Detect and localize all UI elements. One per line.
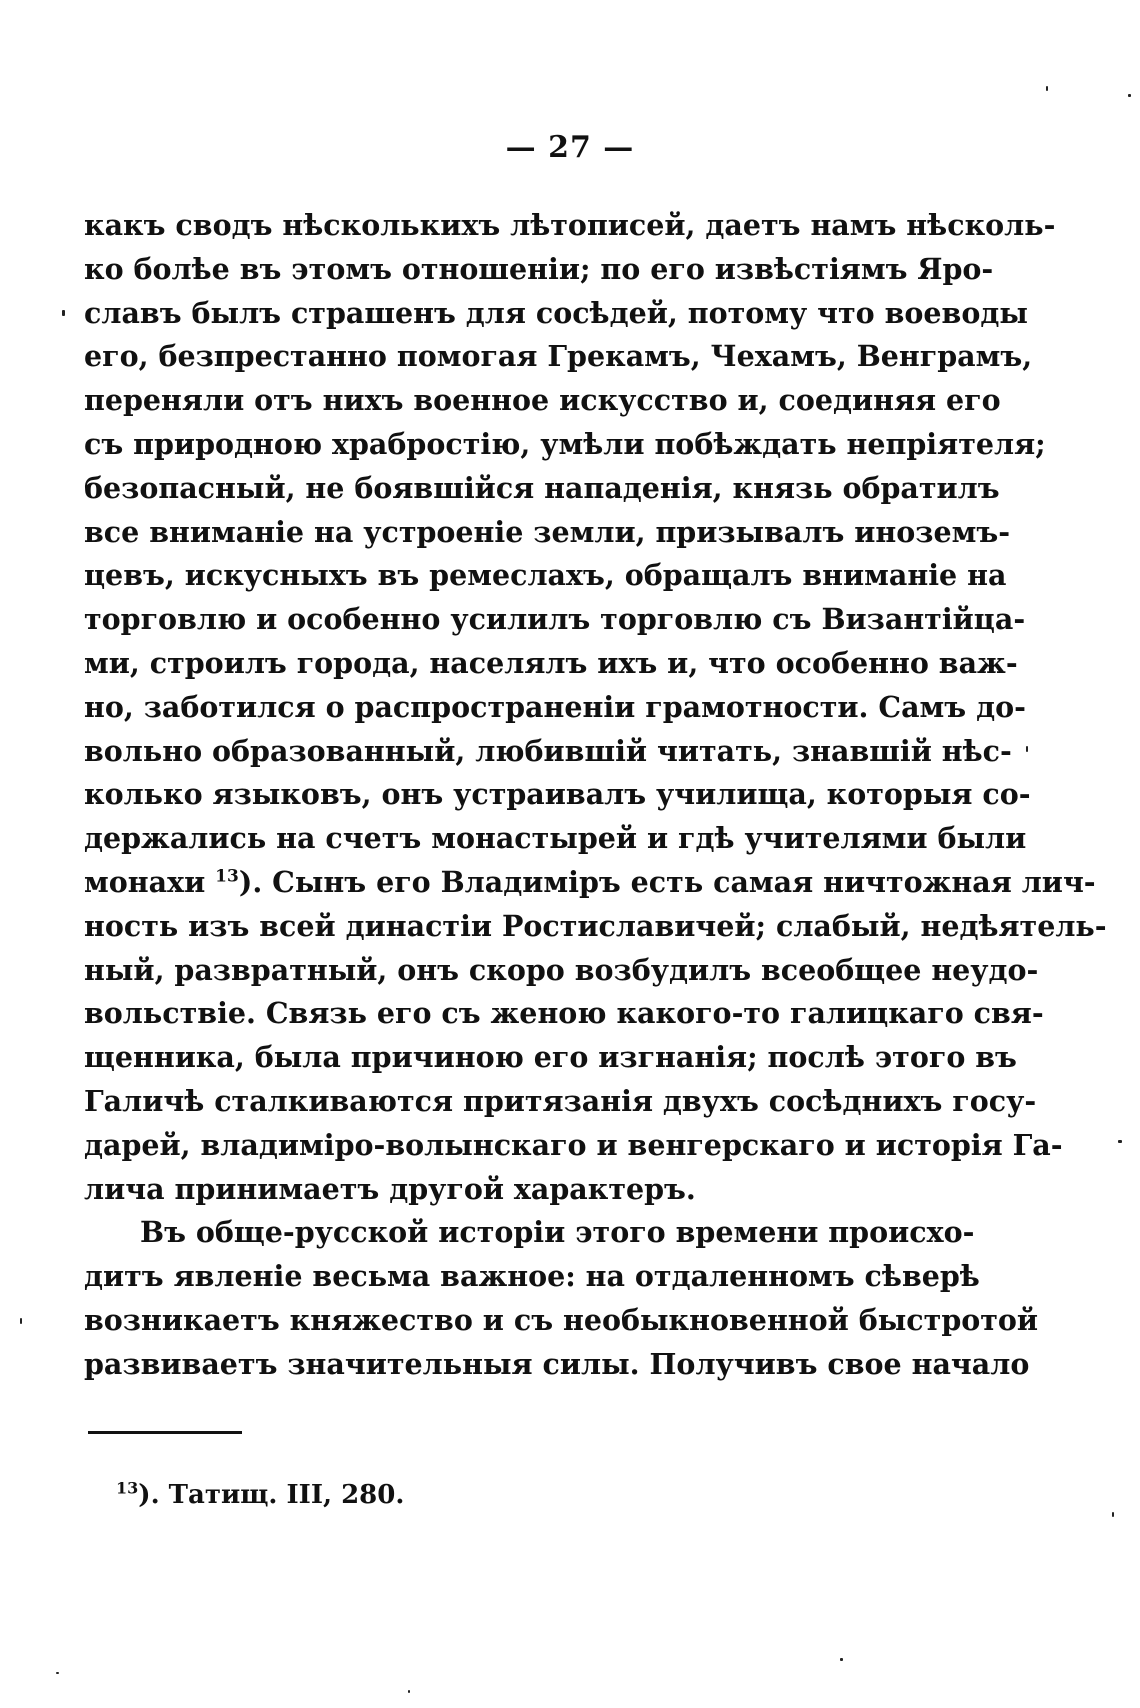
- footnote: [116, 1480, 404, 1510]
- footnote-ref-mark: 13: [215, 866, 239, 887]
- text-line: дарей, владиміро-волынскаго и венгерскаго и исторія Га-: [84, 1127, 1063, 1162]
- text-line: развиваетъ значительныя силы. Получивъ свое начало: [84, 1346, 1030, 1381]
- text-line: держались на счетъ монастырей и гдѣ учителями были: [84, 821, 1027, 856]
- text-segment: монахи: [84, 864, 206, 899]
- scan-speck: [1046, 86, 1048, 91]
- text-line: переняли отъ нихъ военное искусство и, соединяя его: [84, 383, 1001, 418]
- scan-speck: [62, 310, 65, 316]
- scan-speck: [408, 1690, 410, 1693]
- scan-speck: [56, 1672, 59, 1674]
- text-line: ко болѣе въ этомъ отношеніи; по его извѣстіямъ Яро-: [84, 251, 994, 286]
- text-line: славъ былъ страшенъ для сосѣдей, потому что воеводы: [84, 295, 1028, 330]
- text-line: какъ сводъ нѣсколькихъ лѣтописей, даетъ намъ нѣсколь-: [84, 208, 1056, 242]
- text-line: щенника, была причиною его изгнанія; послѣ этого въ: [84, 1040, 1017, 1075]
- scan-speck: [1112, 1512, 1114, 1517]
- text-line: вольно образованный, любившій читать, знавшій нѣс-: [84, 733, 1012, 768]
- scan-speck: [1026, 746, 1028, 752]
- text-line-with-footnote-ref: [84, 861, 1096, 905]
- text-line: ный, развратный, онъ скоро возбудилъ всеобщее неудо-: [84, 952, 1039, 987]
- text-line: колько языковъ, онъ устраивалъ училища, которыя со-: [84, 777, 1031, 812]
- text-line: Галичѣ сталкиваются притязанія двухъ сосѣднихъ госу-: [84, 1083, 1037, 1118]
- text-line: ми, строилъ города, населялъ ихъ и, что особенно важ-: [84, 645, 1018, 680]
- footnote-mark: 13: [116, 1478, 139, 1498]
- scan-speck: [840, 1658, 843, 1661]
- page-number: — 27 —: [505, 130, 635, 165]
- text-line: съ природною храбростію, умѣли побѣждать непріятеля;: [84, 426, 1046, 461]
- scan-speck: [1128, 94, 1131, 97]
- footnote-separator-rule: [88, 1431, 242, 1434]
- footnote-text: ). Татищ. III, 280.: [138, 1480, 405, 1510]
- text-line: торговлю и особенно усилилъ торговлю съ Византійца-: [84, 602, 1026, 637]
- scan-speck: [1118, 1140, 1122, 1143]
- text-line: возникаетъ княжество и съ необыкновенной быстротой: [84, 1302, 1039, 1337]
- text-line: лича принимаетъ другой характеръ.: [84, 1171, 696, 1206]
- scan-speck: [20, 1318, 22, 1324]
- text-line: безопасный, не боявшійся нападенія, князь обратилъ: [84, 470, 1000, 505]
- text-line: но, заботился о распространеніи грамотности. Самъ до-: [84, 689, 1026, 724]
- text-line: вольствіе. Связь его съ женою какого-то галицкаго свя-: [84, 996, 1044, 1031]
- text-segment: ). Сынъ его Владиміръ есть самая ничтожная лич-: [238, 864, 1096, 899]
- text-line-paragraph-start: Въ обще-русской исторіи этого времени происхо-: [140, 1215, 975, 1250]
- text-line: цевъ, искусныхъ въ ремеслахъ, обращалъ вниманіе на: [84, 558, 1007, 593]
- body-text: [84, 204, 1107, 1387]
- text-line: ность изъ всей династіи Ростиславичей; слабый, недѣятель-: [84, 908, 1107, 943]
- text-line: все вниманіе на устроеніе земли, призывалъ иноземъ-: [84, 514, 1011, 549]
- text-line: дитъ явленіе весьма важное: на отдаленномъ сѣверѣ: [84, 1259, 980, 1294]
- text-line: его, безпрестанно помогая Грекамъ, Чехамъ, Венграмъ,: [84, 339, 1033, 374]
